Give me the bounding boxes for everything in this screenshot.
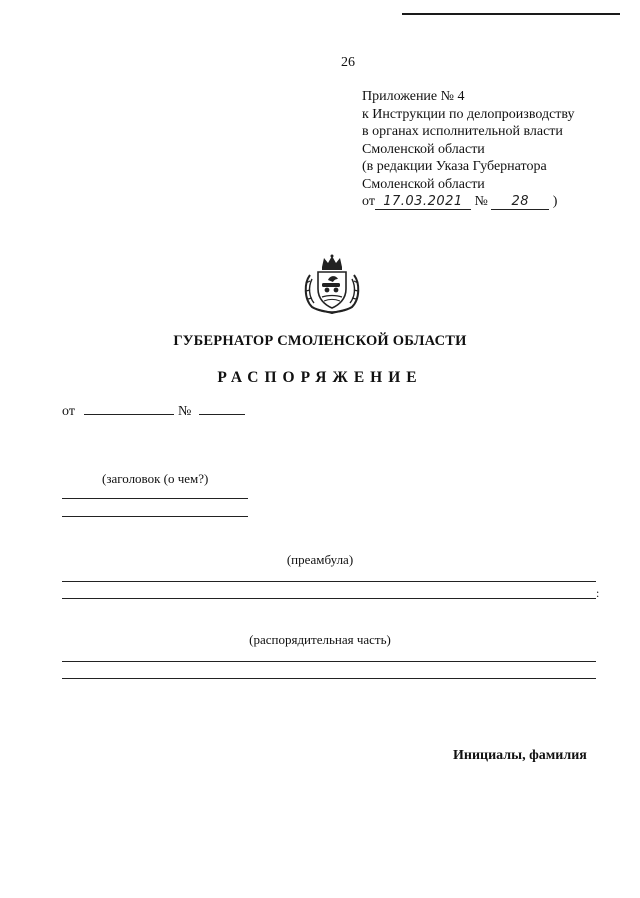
date-number-line <box>62 402 245 420</box>
appendix-line: Смоленской области <box>362 141 485 157</box>
appendix-closing-paren: ) <box>552 194 558 209</box>
preamble-blank-line <box>62 581 596 582</box>
appendix-line: Смоленской области <box>362 176 485 192</box>
operative-part-hint: (распорядительная часть) <box>249 632 391 647</box>
appendix-line: (в редакции Указа Губернатора <box>362 159 547 174</box>
operative-blank-line <box>62 678 596 679</box>
smolensk-coat-of-arms-icon <box>300 253 364 315</box>
document-type: РАСПОРЯЖЕНИЕ <box>217 369 423 386</box>
preamble-hint: (преамбула) <box>286 552 354 567</box>
appendix-number-sign: № <box>474 194 488 209</box>
heading-hint: (заголовок (о чем?) <box>102 471 209 486</box>
page-number: 26 <box>341 55 355 70</box>
appendix-note <box>362 88 622 211</box>
scan-edge-rule <box>402 13 620 15</box>
heading-blank-line <box>62 498 248 499</box>
number-blank <box>199 402 245 415</box>
preamble-blank-line <box>62 598 596 599</box>
handwritten-date: 17.03.2021 <box>375 195 471 210</box>
operative-blank-line <box>62 661 596 662</box>
appendix-line: Приложение № 4 <box>362 89 465 104</box>
handwritten-number: 28 <box>491 195 549 210</box>
appendix-from-label: от <box>362 194 375 209</box>
appendix-edition-line <box>362 193 622 211</box>
preamble-end-mark: : <box>596 586 600 600</box>
appendix-line: в органах исполнительной власти <box>362 124 563 139</box>
signature-name: Инициалы, фамилия <box>453 748 587 763</box>
appendix-line: к Инструкции по делопроизводству <box>362 106 575 122</box>
authority-title: ГУБЕРНАТОР СМОЛЕНСКОЙ ОБЛАСТИ <box>173 333 467 349</box>
heading-blank-line <box>62 516 248 517</box>
number-label: № <box>177 404 192 419</box>
date-from-label: от <box>62 404 75 419</box>
date-blank <box>84 402 174 415</box>
